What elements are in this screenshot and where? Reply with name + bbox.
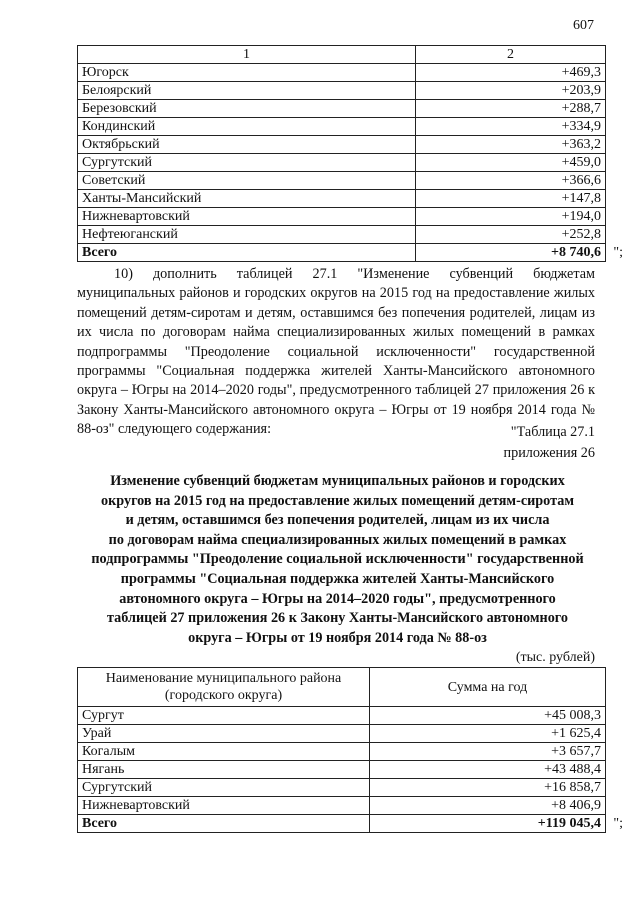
district-name: Ханты-Мансийский: [78, 190, 416, 208]
heading-line: автономного округа – Югры на 2014–2020 годы", предусмотренного: [119, 590, 556, 607]
district-name: Октябрьский: [78, 136, 416, 154]
subvention-table: [77, 667, 623, 833]
total-value-cell: [370, 815, 623, 833]
table-row: [78, 208, 606, 226]
table-heading: [80, 472, 595, 648]
district-name: Белоярский: [78, 82, 416, 100]
table-header-row: [78, 46, 606, 64]
closing-quote: ";: [613, 816, 623, 831]
district-value: +459,0: [416, 154, 606, 172]
district-name: Нижневартовский: [78, 208, 416, 226]
district-value: +45 008,3: [370, 707, 606, 725]
district-value: +203,9: [416, 82, 606, 100]
district-name: Югорск: [78, 64, 416, 82]
paragraph-text: 10) дополнить таблицей 27.1 "Изменение субвенций бюджетам муниципальных районов и городских округов на 2015 год на предоставление жилых помещений детям-сиротам и детям, оставшимся без попечения родителей, лицам из их числа по договорам найма специализированных жилых помещений в рамках подпрограммы "Преодоление социальной исключенности" государственной программы "Социальная поддержка жителей Ханты-Мансийского автономного округа – Югры на 2014–2020 годы", предусмотренного таблицей 27 приложения 26 к Закону Ханты-Мансийского автономного округа – Югры от 19 ноября 2014 года № 88-оз" следующего содержания:: [77, 266, 595, 438]
heading-line: таблицей 27 приложения 26 к Закону Ханты-Мансийского автономного: [107, 610, 568, 627]
total-row: [78, 815, 606, 833]
district-name: Кондинский: [78, 118, 416, 136]
table-row: [78, 154, 606, 172]
district-name: Урай: [78, 725, 370, 743]
total-label: Всего: [78, 244, 416, 262]
district-value: +334,9: [416, 118, 606, 136]
heading-line: и детям, оставшимся без попечения родителей, лицам из их числа: [125, 512, 550, 529]
table-reference-line-2: приложения 26: [503, 445, 595, 461]
total-value: +119 045,4: [537, 816, 601, 831]
heading-line: округа – Югры от 19 ноября 2014 года № 88-оз: [188, 629, 487, 646]
district-name: Нягань: [78, 761, 370, 779]
district-name: Когалым: [78, 743, 370, 761]
table-row: [78, 725, 606, 743]
table-row: [78, 779, 606, 797]
total-row: [78, 244, 606, 262]
table-reference-line-1: "Таблица 27.1: [510, 424, 595, 440]
column-header-district: Наименование муниципального района (городского округа): [78, 668, 370, 707]
table-row: [78, 172, 606, 190]
heading-line: по договорам найма специализированных жилых помещений в рамках: [108, 531, 567, 548]
column-number-1: 1: [78, 46, 416, 64]
amendment-paragraph: [77, 265, 595, 440]
table-row: [78, 82, 606, 100]
district-value: +363,2: [416, 136, 606, 154]
unit-label: (тыс. рублей): [515, 650, 595, 665]
district-value: +1 625,4: [370, 725, 606, 743]
district-name: Советский: [78, 172, 416, 190]
table-reference: [440, 422, 595, 464]
closing-quote: ";: [613, 245, 623, 260]
table-row: [78, 118, 606, 136]
column-header-amount: Сумма на год: [370, 668, 606, 707]
table-row: [78, 226, 606, 244]
heading-line: программы "Социальная поддержка жителей Ханты-Мансийского: [120, 570, 555, 587]
district-value: +3 657,7: [370, 743, 606, 761]
district-value: +16 858,7: [370, 779, 606, 797]
district-name: Сургутский: [78, 154, 416, 172]
page-number: 607: [573, 18, 594, 33]
district-value: +469,3: [416, 64, 606, 82]
table-row: [78, 64, 606, 82]
table-row: [78, 707, 606, 725]
district-value: +252,8: [416, 226, 606, 244]
total-value: +8 740,6: [551, 245, 601, 260]
district-name: Сургут: [78, 707, 370, 725]
table-row: [78, 136, 606, 154]
heading-line: Изменение субвенций бюджетам муниципальных районов и городских: [110, 473, 565, 489]
district-value: +8 406,9: [370, 797, 606, 815]
district-value: +288,7: [416, 100, 606, 118]
district-name: Березовский: [78, 100, 416, 118]
total-value-cell: [416, 244, 623, 262]
table-header-row: [78, 668, 606, 707]
table-row: [78, 797, 606, 815]
total-label: Всего: [78, 815, 370, 833]
district-value: +43 488,4: [370, 761, 606, 779]
table-row: [78, 100, 606, 118]
district-name: Нефтеюганский: [78, 226, 416, 244]
heading-line: подпрограммы "Преодоление социальной исключенности" государственной: [91, 551, 584, 568]
district-name: Нижневартовский: [78, 797, 370, 815]
column-number-2: 2: [416, 46, 606, 64]
district-value: +366,6: [416, 172, 606, 190]
heading-line: округов на 2015 год на предоставление жилых помещений детям-сиротам: [101, 492, 574, 509]
district-changes-table: [77, 45, 623, 262]
district-name: Сургутский: [78, 779, 370, 797]
district-value: +147,8: [416, 190, 606, 208]
district-value: +194,0: [416, 208, 606, 226]
table-row: [78, 743, 606, 761]
table-row: [78, 190, 606, 208]
table-row: [78, 761, 606, 779]
